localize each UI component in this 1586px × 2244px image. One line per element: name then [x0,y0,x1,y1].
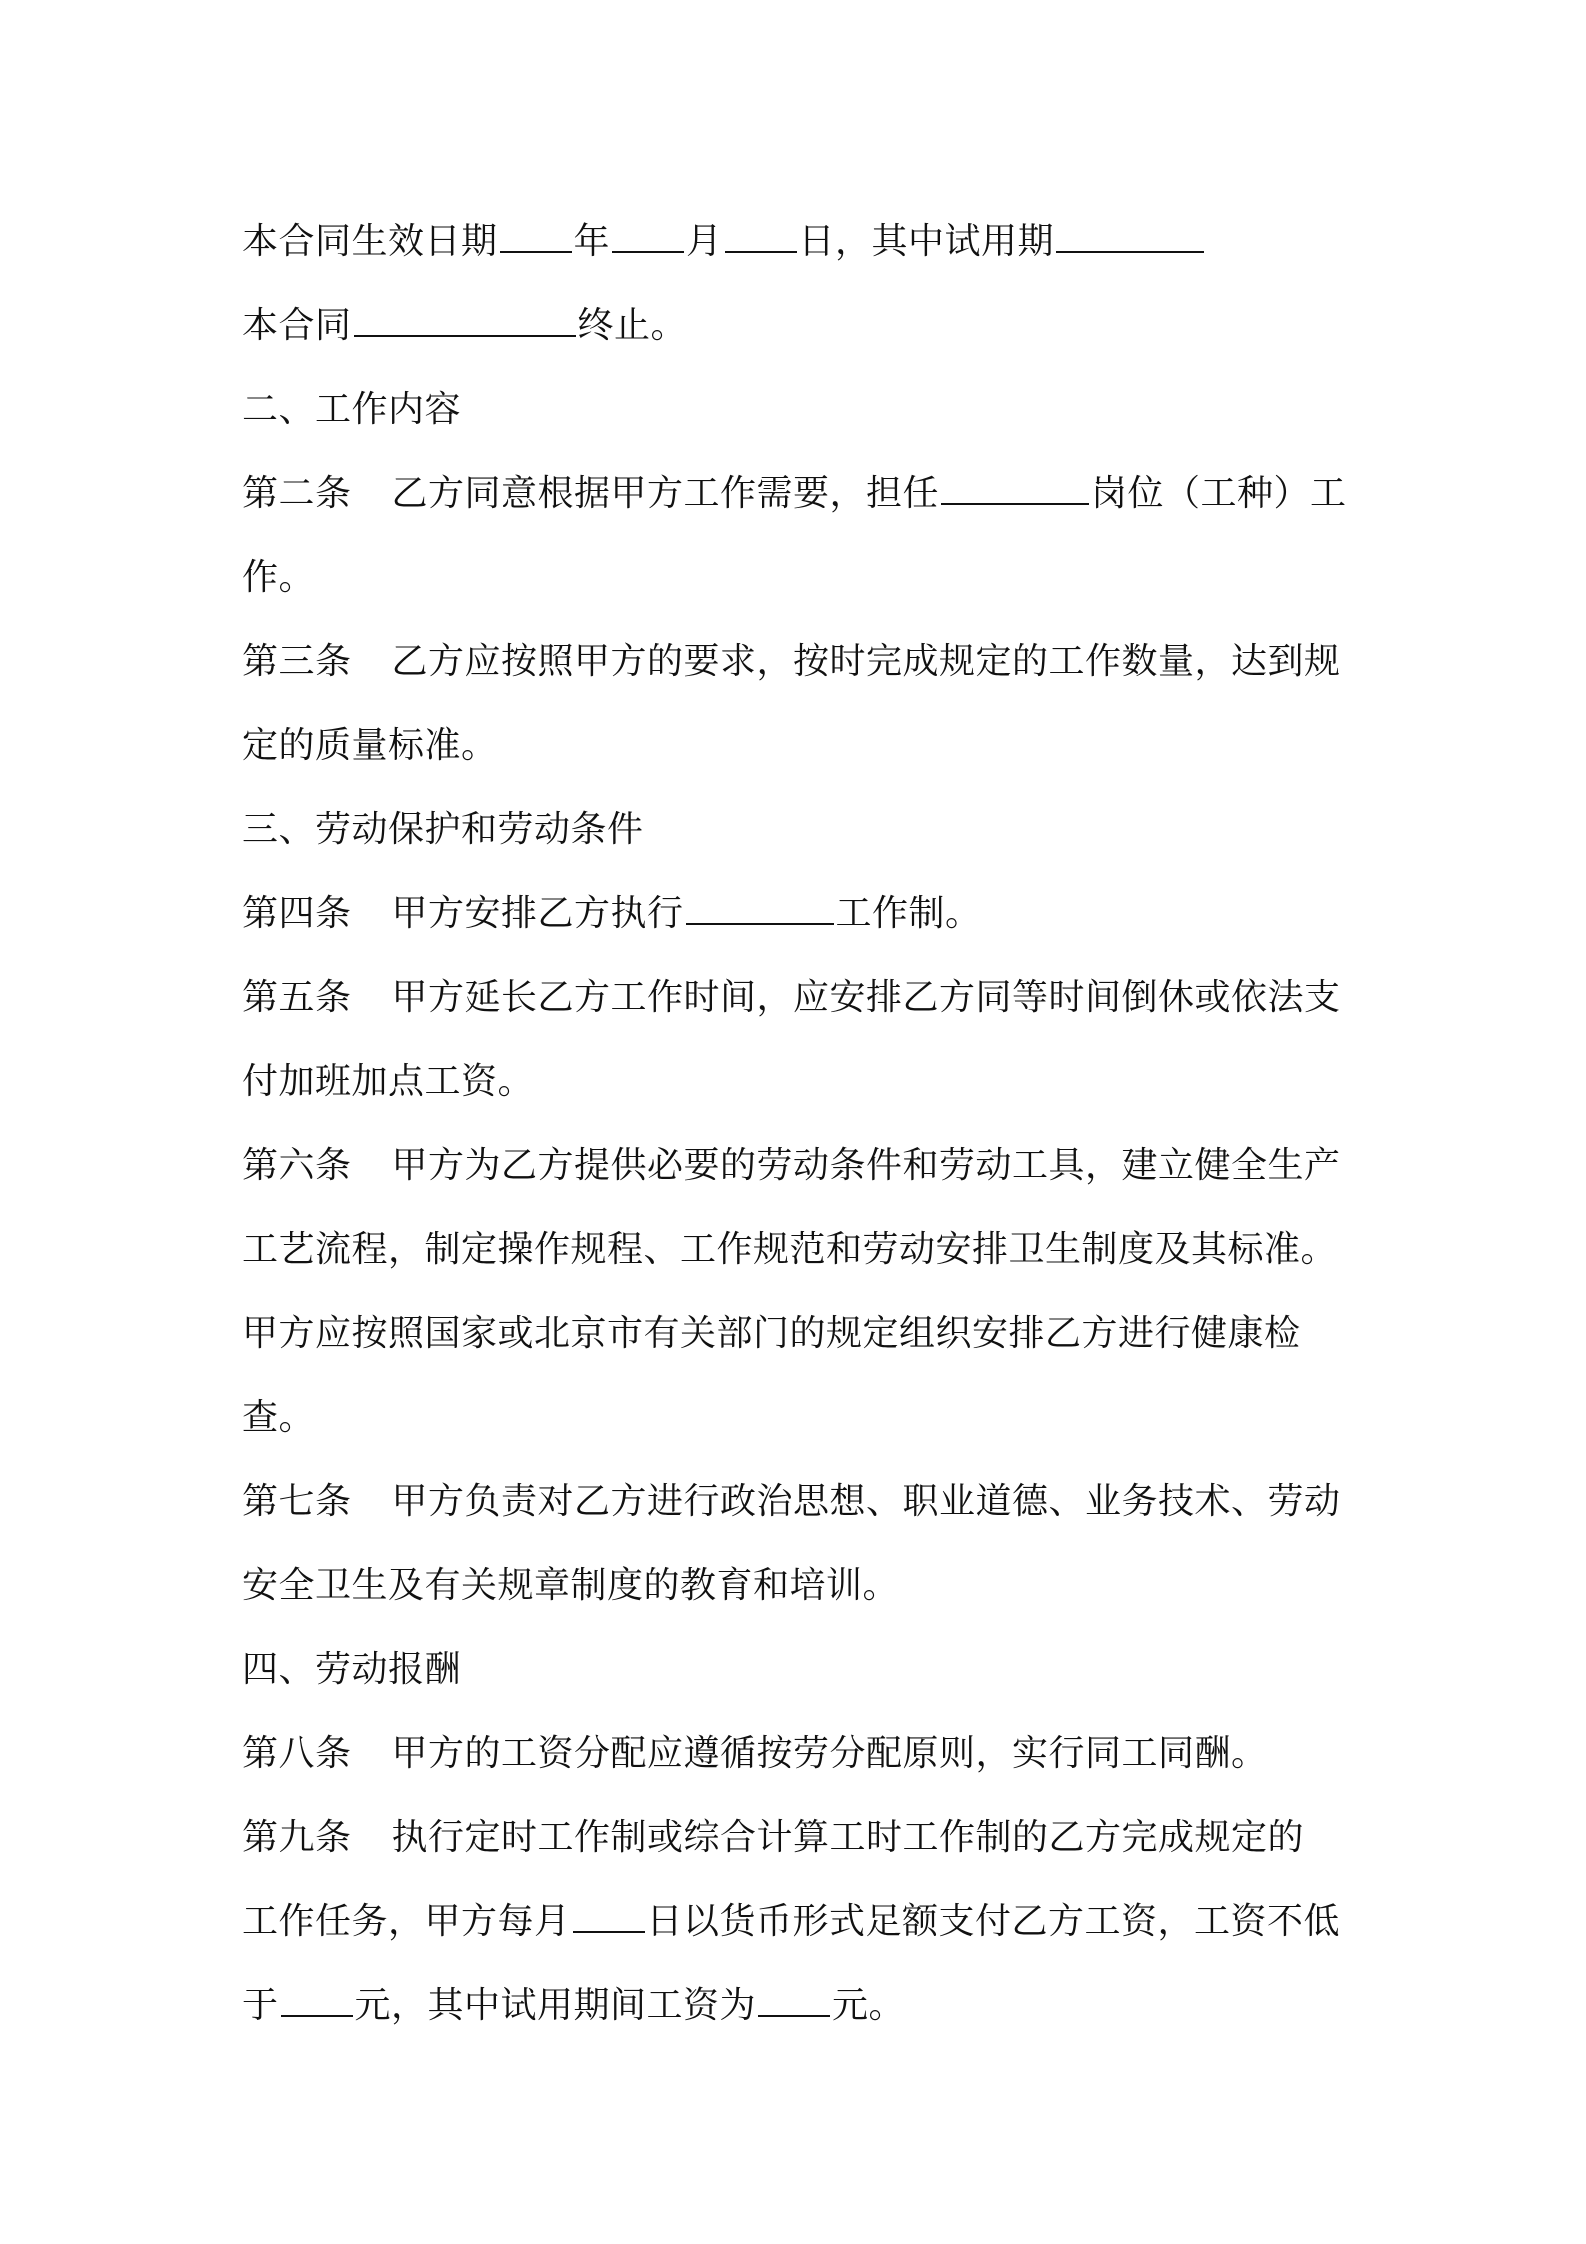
article-line [242,956,1362,1040]
termination-line [242,284,1362,368]
text-line-content: 甲方应按照国家或北京市有关部门的规定组织安排乙方进行健康检 [242,1313,1301,1354]
section-heading [242,788,1362,872]
min-wage-blank [281,1971,353,2017]
text-line-content: 日以货币形式足额支付乙方工资，工资不低 [646,1901,1341,1942]
article-number: 第五条 [242,977,352,1018]
section-heading-text: 四、劳动报酬 [242,1649,462,1690]
article-line [242,452,1362,536]
section-heading-text: 三、劳动保护和劳动条件 [242,809,644,850]
text-line [242,1376,1362,1460]
article-text: 甲方为乙方提供必要的劳动条件和劳动工具，建立健全生产 [391,1145,1341,1186]
effective-date-line [242,200,1362,284]
article-number: 第六条 [242,1145,352,1186]
text-line-content: 元。 [832,1985,906,2026]
article-number: 第七条 [242,1481,352,1522]
text-line-content: 于 [242,1985,279,2026]
article-line [242,1712,1362,1796]
text-line [242,1544,1362,1628]
article-text: 工作制。 [835,893,982,934]
termination-end: 终止。 [577,305,688,346]
termination-label: 本合同 [242,305,352,346]
article-text: 甲方负责对乙方进行政治思想、职业道德、业务技术、劳动 [391,1481,1341,1522]
section-heading [242,368,1362,452]
article-text: 乙方同意根据甲方工作需要，担任 [391,473,940,514]
text-line-content: 作。 [242,557,316,598]
article-line [242,620,1362,704]
article-line [242,1124,1362,1208]
termination-blank [354,291,576,337]
probation-label: 日，其中试用期 [798,221,1055,262]
article-number: 第四条 [242,893,352,934]
article-text: 甲方延长乙方工作时间，应安排乙方同等时间倒休或依法支 [391,977,1341,1018]
probation-wage-blank [758,1971,830,2017]
year-label: 年 [573,221,611,262]
day-blank [725,207,797,253]
month-blank [612,207,684,253]
month-label: 月 [686,221,723,262]
position-blank [941,459,1089,505]
article-number: 第二条 [242,473,352,514]
pay-day-blank [573,1887,645,1933]
article-text: 乙方应按照甲方的要求，按时完成规定的工作数量，达到规 [391,641,1341,682]
section-heading-text: 二、工作内容 [242,389,462,430]
text-line-content: 查。 [242,1397,316,1438]
article-number: 第三条 [242,641,352,682]
article-text: 执行定时工作制或综合计算工时工作制的乙方完成规定的 [391,1817,1305,1858]
article-text: 甲方安排乙方执行 [391,893,684,934]
text-line [242,1880,1362,1964]
article-number: 第八条 [242,1733,352,1774]
text-line-content: 工艺流程，制定操作规程、工作规范和劳动安排卫生制度及其标准。 [242,1229,1338,1270]
contract-page [242,200,1362,2048]
work-system-blank [686,879,834,925]
probation-blank [1056,207,1204,253]
text-line [242,704,1362,788]
text-line [242,1964,1362,2048]
year-blank [500,207,572,253]
article-line [242,872,1362,956]
section-heading [242,1628,1362,1712]
article-text: 甲方的工资分配应遵循按劳分配原则，实行同工同酬。 [391,1733,1268,1774]
article-number: 第九条 [242,1817,352,1858]
article-text: 岗位（工种）工 [1091,473,1347,514]
article-line [242,1460,1362,1544]
text-line-content: 工作任务，甲方每月 [242,1901,571,1942]
text-line-content: 定的质量标准。 [242,725,498,766]
text-line-content: 元，其中试用期间工资为 [354,1985,757,2026]
text-line-content: 安全卫生及有关规章制度的教育和培训。 [242,1565,900,1606]
text-line [242,1208,1362,1292]
text-line [242,1040,1362,1124]
text-line [242,1292,1362,1376]
article-line [242,1796,1362,1880]
effective-date-label: 本合同生效日期 [242,221,498,262]
text-line-content: 付加班加点工资。 [242,1061,535,1102]
text-line [242,536,1362,620]
